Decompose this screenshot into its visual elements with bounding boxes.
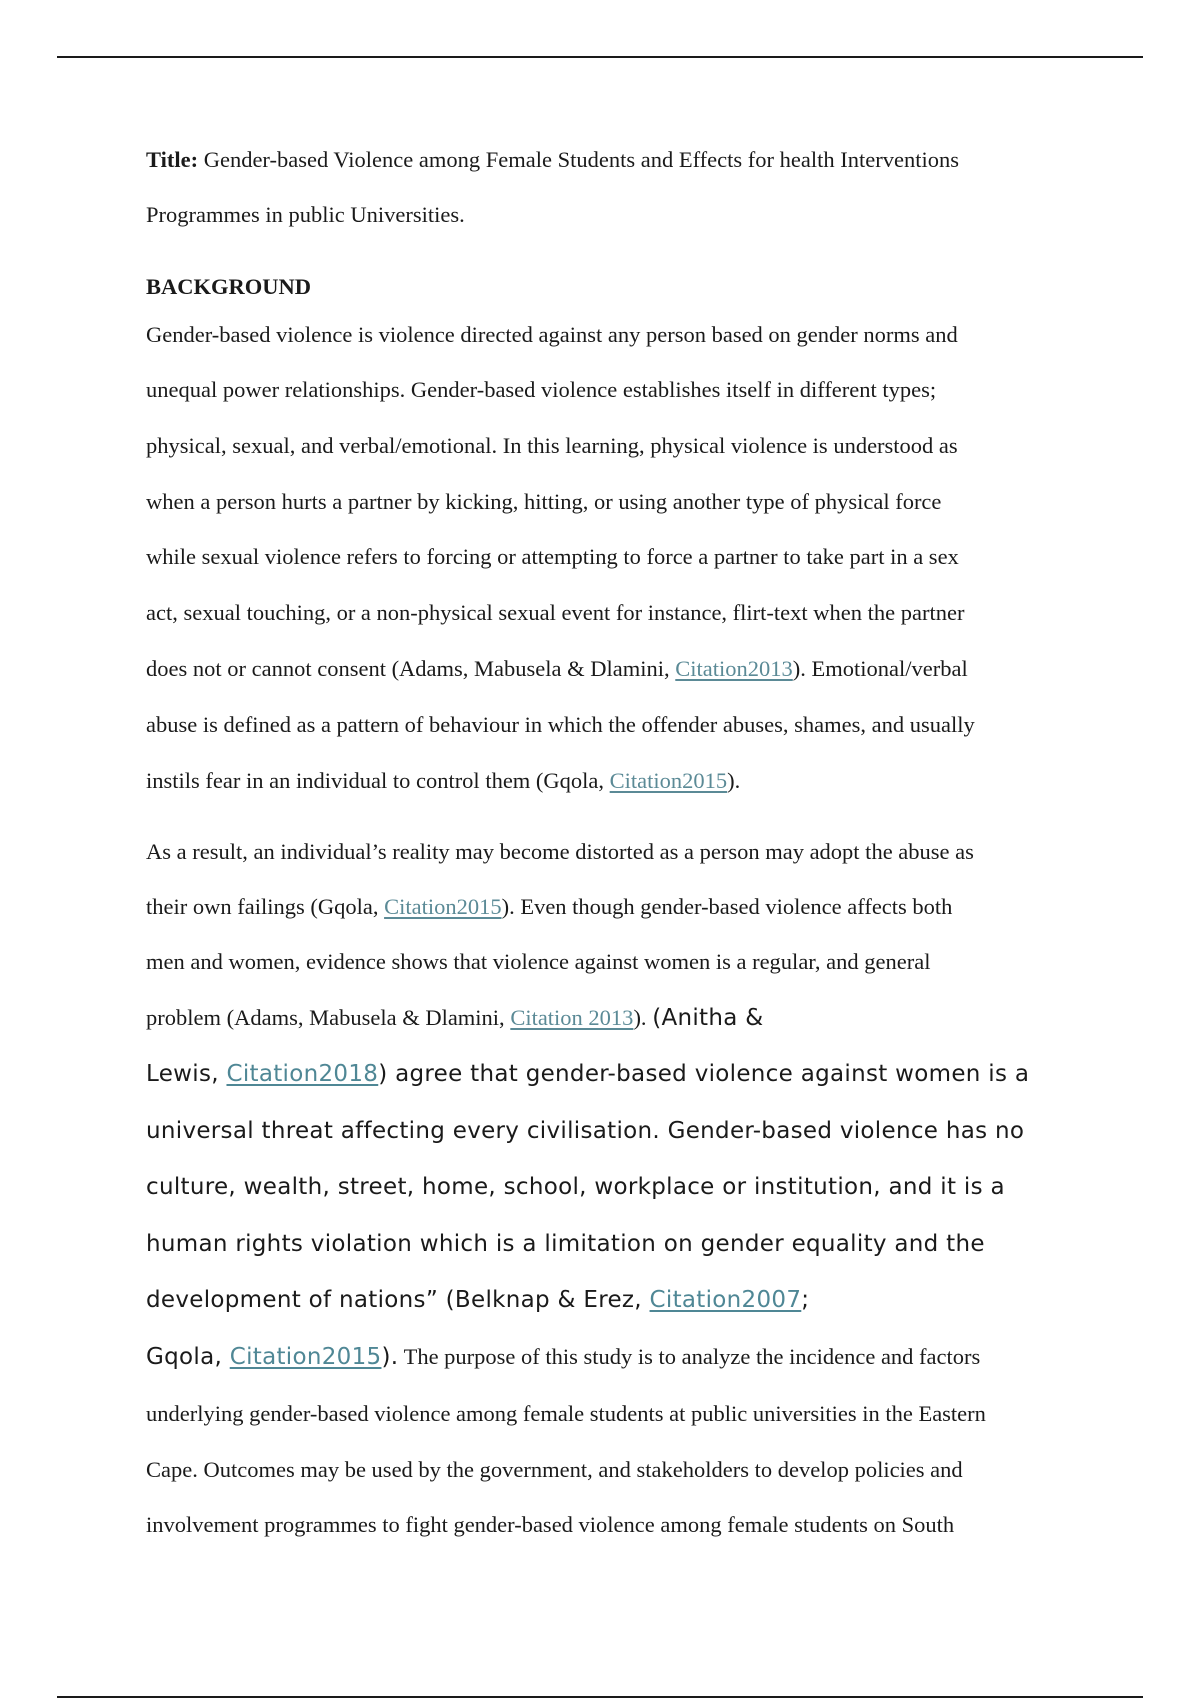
text-run: ; <box>801 1287 810 1313</box>
paragraph-2-line <box>146 892 952 922</box>
paragraph-1-line <box>146 654 968 684</box>
text-run: ). Even though gender-based violence affects both <box>501 894 953 919</box>
text-run: (Anitha & <box>652 1005 764 1031</box>
citation-link[interactable]: Citation2007 <box>649 1287 802 1313</box>
header-rule <box>57 56 1143 58</box>
paragraph-2-line: As a result, an individual’s reality may become distorted as a person may adopt the abuse as <box>146 839 974 864</box>
paragraph-1-line: abuse is defined as a pattern of behaviour in which the offender abuses, shames, and usually <box>146 712 975 737</box>
paragraph-2-line: men and women, evidence shows that violence against women is a regular, and general <box>146 949 931 974</box>
text-run: The purpose of this study is to analyze the incidence and factors <box>398 1344 981 1369</box>
text-run: ). <box>381 1344 399 1370</box>
paragraph-1-line: physical, sexual, and verbal/emotional. In this learning, physical violence is understood as <box>146 433 958 458</box>
paragraph-2-line: underlying gender-based violence among female students at public universities in the Eastern <box>146 1401 986 1426</box>
text-run: ). Emotional/verbal <box>792 656 968 681</box>
title-text: Gender-based Violence among Female Students and Effects for health Interventions <box>198 147 959 172</box>
text-run: does not or cannot consent (Adams, Mabusela & Dlamini, <box>146 656 676 681</box>
citation-link[interactable]: Citation2015 <box>384 894 502 919</box>
citation-link[interactable]: Citation2015 <box>229 1344 382 1370</box>
text-run: ). <box>633 1005 653 1030</box>
paragraph-2-line <box>146 1285 809 1315</box>
paragraph-2-line: Cape. Outcomes may be used by the government, and stakeholders to develop policies and <box>146 1457 963 1482</box>
citation-link[interactable]: Citation2018 <box>226 1061 379 1087</box>
paragraph-1-line: unequal power relationships. Gender-based violence establishes itself in different types; <box>146 377 937 402</box>
text-run: instils fear in an individual to control them (Gqola, <box>146 768 610 793</box>
paragraph-1-line <box>146 766 740 796</box>
citation-link[interactable]: Citation2015 <box>609 768 728 793</box>
paragraph-2-line: culture, wealth, street, home, school, workplace or institution, and it is a <box>146 1174 1005 1200</box>
paragraph-2-line <box>146 1059 1029 1089</box>
title-line-2: Programmes in public Universities. <box>146 202 465 227</box>
paragraph-1-line: Gender-based violence is violence directed against any person based on gender norms and <box>146 322 958 347</box>
citation-link[interactable]: Citation 2013 <box>510 1005 634 1030</box>
paragraph-2-line: human rights violation which is a limitation on gender equality and the <box>146 1231 985 1257</box>
paragraph-2-line <box>146 1003 764 1033</box>
text-run: Lewis, <box>146 1061 227 1087</box>
paragraph-2-line: universal threat affecting every civilisation. Gender-based violence has no <box>146 1118 1025 1144</box>
title-line <box>146 145 959 175</box>
text-run: development of nations” (Belknap & Erez, <box>146 1287 650 1313</box>
text-run: problem (Adams, Mabusela & Dlamini, <box>146 1005 511 1030</box>
paragraph-1-line: while sexual violence refers to forcing or attempting to force a partner to take part in a sex <box>146 544 959 569</box>
paragraph-2-line <box>146 1342 980 1372</box>
text-run: ) agree that gender-based violence against women is a <box>378 1061 1030 1087</box>
section-heading: BACKGROUND <box>146 274 312 299</box>
text-run: Gqola, <box>146 1344 230 1370</box>
paragraph-2-line: involvement programmes to fight gender-based violence among female students on South <box>146 1512 955 1537</box>
title-label: Title: <box>146 147 199 172</box>
footer-rule <box>57 1696 1143 1698</box>
citation-link[interactable]: Citation2013 <box>675 656 793 681</box>
paragraph-1-line: when a person hurts a partner by kicking, hitting, or using another type of physical force <box>146 489 942 514</box>
paragraph-1-line: act, sexual touching, or a non-physical sexual event for instance, flirt-text when the partner <box>146 600 965 625</box>
text-run: their own failings (Gqola, <box>146 894 385 919</box>
text-run: ). <box>727 768 741 793</box>
